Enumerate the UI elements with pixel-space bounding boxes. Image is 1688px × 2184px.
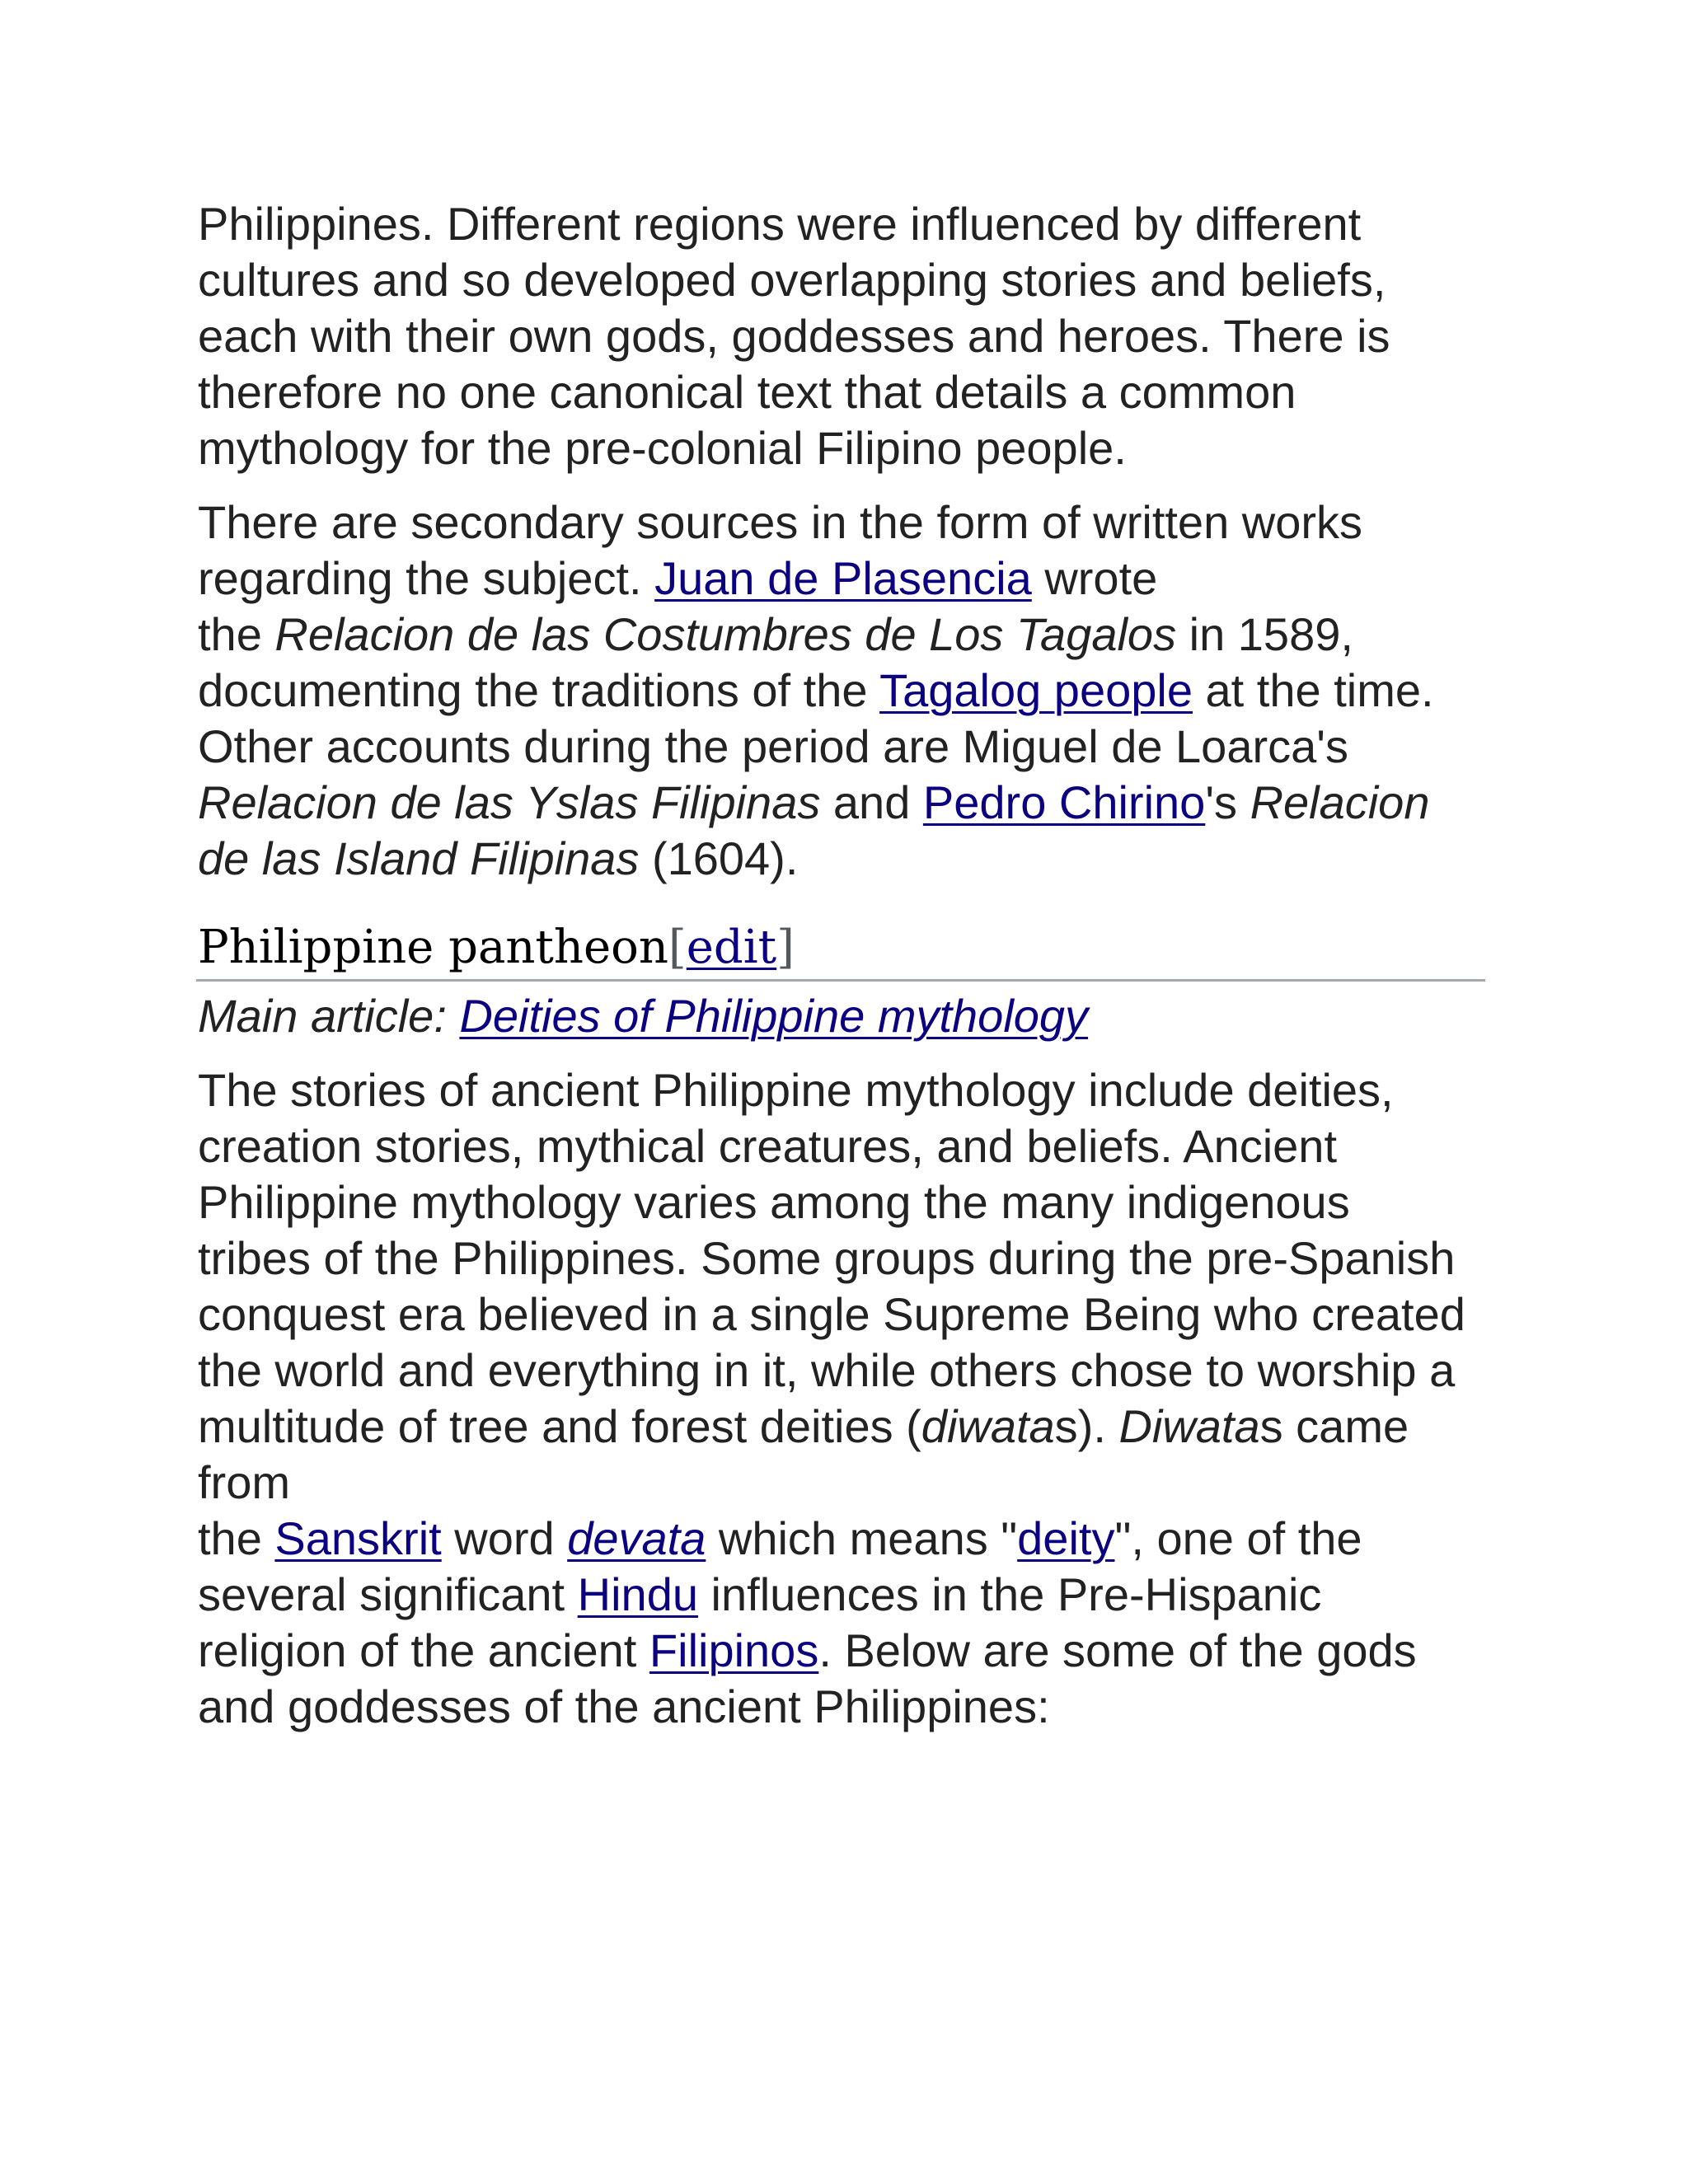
text-segment: s came from — [198, 1400, 1409, 1508]
text-segment: and — [820, 776, 923, 828]
link-hindu[interactable]: Hindu — [577, 1568, 698, 1620]
edit-bracket-open: [ — [668, 921, 687, 974]
text-segment: 's — [1205, 776, 1250, 828]
term-diwata-2: Diwata — [1118, 1400, 1260, 1452]
text-segment: word — [441, 1512, 568, 1564]
title-island-filipinas: Relacion de las Island Filipinas — [198, 776, 1430, 884]
edit-bracket-close: ] — [776, 921, 795, 974]
text-segment: (1604). — [639, 832, 799, 884]
text-segment: There are secondary sources in the form of written works regarding the subject. — [198, 496, 1363, 604]
title-yslas-filipinas: Relacion de las Yslas Filipinas — [198, 776, 821, 828]
section-heading-philippine-pantheon — [196, 920, 1485, 982]
link-tagalog-people[interactable]: Tagalog people — [879, 664, 1193, 716]
text-segment: The stories of ancient Philippine mythology include deities, creation stories, mythical creatures, and beliefs. Ancient Philippine mythology varies among the many indigenous tribes of the Philippines. Some groups during the pre-Spanish conquest era believed in a single Supreme Being who created the world and everything in it, while others chose to worship a multitude of tree and forest deities ( — [198, 1064, 1465, 1452]
link-deities-of-philippine-mythology[interactable]: Deities of Philippine mythology — [459, 990, 1089, 1042]
hatnote-prefix: Main article: — [198, 990, 460, 1042]
link-devata[interactable] — [567, 1512, 706, 1564]
text-segment: wrote — [1031, 552, 1158, 604]
paragraph-pantheon — [198, 1062, 1475, 1735]
paragraph-text: Philippines. Different regions were influenced by different cultures and so developed overlapping stories and beliefs, each with their own gods, goddesses and heroes. There is therefore no one canonical text that details a common mythology for the pre-colonial Filipino people. — [198, 198, 1390, 474]
paragraph-secondary-sources — [198, 494, 1475, 887]
text-segment: at the time. Other accounts during the period are Miguel de Loarca's — [198, 664, 1434, 772]
term-devata: devata — [567, 1512, 706, 1564]
edit-section-link[interactable]: edit — [686, 921, 777, 974]
link-juan-de-plasencia[interactable]: Juan de Plasencia — [654, 552, 1032, 604]
link-pedro-chirino[interactable]: Pedro Chirino — [922, 776, 1206, 828]
link-sanskrit[interactable]: Sanskrit — [274, 1512, 442, 1564]
text-segment: . Below are some of the gods and goddesses of the ancient Philippines: — [198, 1624, 1417, 1732]
main-article-hatnote — [198, 988, 1475, 1044]
title-costumbres: Relacion de las Costumbres de Los Tagalos — [274, 608, 1177, 660]
section-title: Philippine pantheon — [198, 921, 668, 974]
article-body — [198, 196, 1475, 1753]
link-deity[interactable]: deity — [1017, 1512, 1115, 1564]
text-segment: which means " — [706, 1512, 1018, 1564]
text-segment: s). — [1054, 1400, 1119, 1452]
paragraph-intro-continued — [198, 196, 1475, 476]
text-segment: ", one of the several significant — [198, 1512, 1362, 1620]
text-segment: in 1589, documenting the traditions of the — [198, 608, 1353, 716]
term-diwata: diwata — [921, 1400, 1055, 1452]
text-segment: the — [198, 608, 275, 660]
text-segment: the — [198, 1512, 275, 1564]
text-segment: influences in the Pre-Hispanic religion of the ancient — [198, 1568, 1322, 1676]
link-filipinos[interactable]: Filipinos — [649, 1624, 819, 1676]
